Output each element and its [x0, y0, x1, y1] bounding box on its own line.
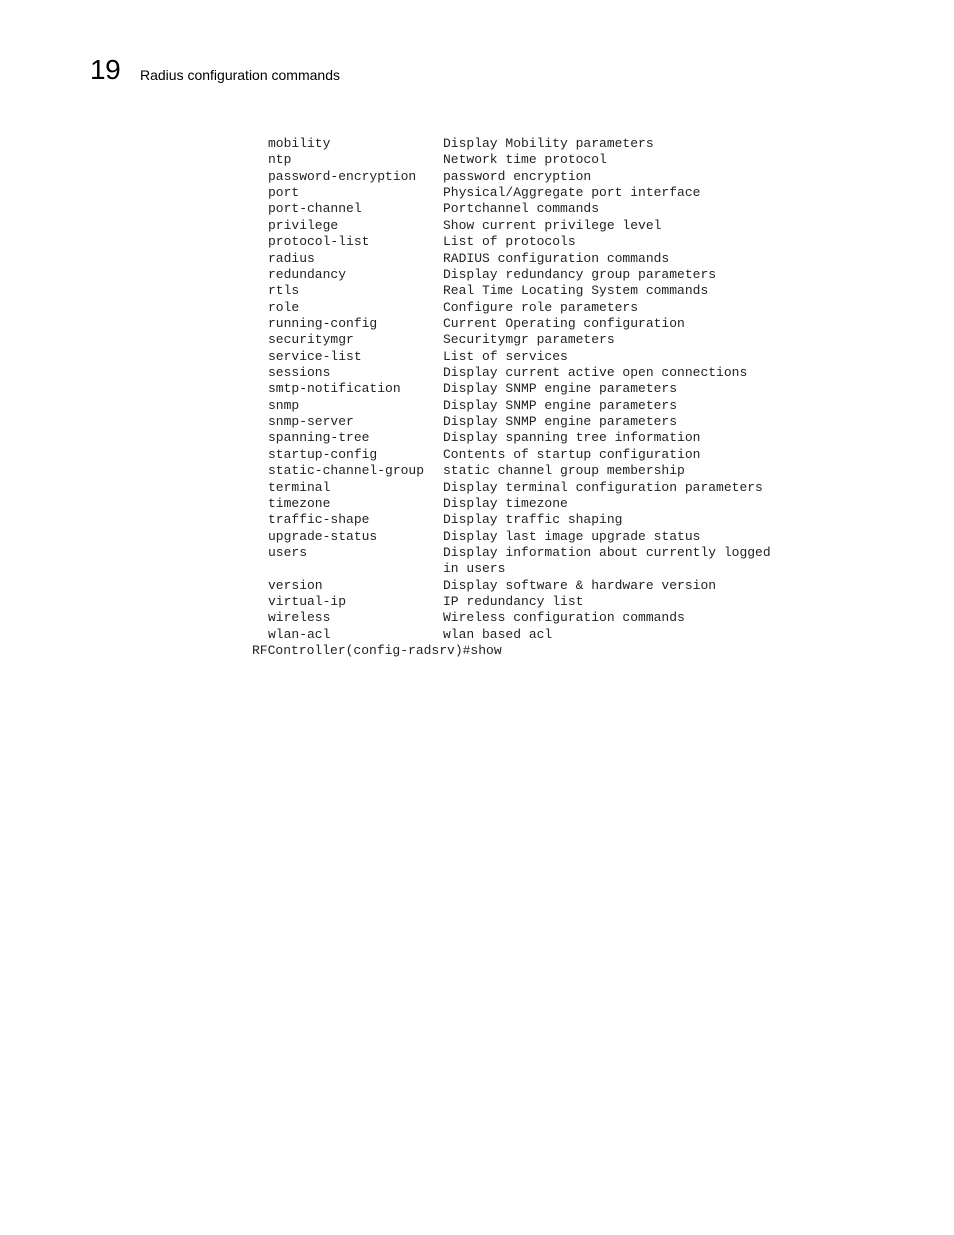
- command-name: virtual-ip: [268, 594, 347, 610]
- command-description: Configure role parameters: [443, 299, 639, 315]
- command-description: List of services: [443, 348, 568, 364]
- cli-output: [252, 136, 872, 660]
- command-description: Display SNMP engine parameters: [443, 381, 678, 397]
- command-name: radius: [268, 250, 315, 266]
- command-row: [252, 316, 872, 332]
- command-name: redundancy: [268, 266, 347, 282]
- command-list: [252, 136, 872, 643]
- command-description: Contents of startup configuration: [443, 446, 701, 462]
- command-description: Display software & hardware version: [443, 577, 717, 593]
- command-row: [252, 136, 872, 152]
- command-description: Physical/Aggregate port interface: [443, 185, 701, 201]
- command-name: port: [268, 185, 300, 201]
- command-description: Portchannel commands: [443, 201, 600, 217]
- command-row: [252, 594, 872, 610]
- chapter-title: Radius configuration commands: [140, 67, 340, 83]
- command-row: [252, 610, 872, 626]
- command-name: privilege: [268, 217, 339, 233]
- cli-prompt: RFController(config-radsrv)#show: [252, 643, 502, 659]
- command-description: IP redundancy list: [443, 594, 584, 610]
- command-description: wlan based acl: [443, 626, 553, 642]
- command-description: Display SNMP engine parameters: [443, 397, 678, 413]
- command-name: running-config: [268, 315, 378, 331]
- command-description: Display Mobility parameters: [443, 136, 654, 151]
- command-description: Display information about currently logged in users: [443, 544, 771, 577]
- command-name: role: [268, 299, 300, 315]
- command-name: users: [268, 544, 308, 560]
- command-name: mobility: [268, 136, 331, 151]
- command-row: [252, 496, 872, 512]
- command-name: port-channel: [268, 201, 362, 217]
- command-name: static-channel-group: [268, 463, 425, 479]
- command-row: [252, 332, 872, 348]
- command-row: [252, 349, 872, 365]
- command-row: [252, 185, 872, 201]
- command-name: terminal: [268, 479, 331, 495]
- command-name: version: [268, 577, 323, 593]
- command-row: [252, 430, 872, 446]
- command-name: wlan-acl: [268, 626, 331, 642]
- command-description: Current Operating configuration: [443, 315, 685, 331]
- command-name: sessions: [268, 365, 331, 381]
- command-row: [252, 152, 872, 168]
- command-name: rtls: [268, 283, 300, 299]
- command-description: Display terminal configuration parameters: [443, 479, 763, 495]
- chapter-number: 19: [90, 54, 121, 85]
- command-description: List of protocols: [443, 234, 576, 250]
- command-description: static channel group membership: [443, 463, 685, 479]
- command-row: [252, 447, 872, 463]
- command-row: [252, 463, 872, 479]
- command-name: smtp-notification: [268, 381, 401, 397]
- command-name: spanning-tree: [268, 430, 370, 446]
- command-name: traffic-shape: [268, 512, 370, 528]
- command-row: [252, 169, 872, 185]
- command-row: [252, 529, 872, 545]
- command-row: [252, 480, 872, 496]
- command-description: Display current active open connections: [443, 365, 748, 381]
- command-description: Wireless configuration commands: [443, 610, 685, 626]
- command-description: Display SNMP engine parameters: [443, 414, 678, 430]
- command-row: [252, 267, 872, 283]
- command-row: [252, 381, 872, 397]
- command-name: protocol-list: [268, 234, 370, 250]
- command-row: [252, 201, 872, 217]
- command-row: [252, 300, 872, 316]
- command-description: Show current privilege level: [443, 217, 662, 233]
- command-description: Network time protocol: [443, 152, 607, 168]
- command-row: [252, 512, 872, 528]
- command-row: [252, 234, 872, 250]
- command-row: [252, 578, 872, 594]
- command-name: securitymgr: [268, 332, 354, 348]
- command-description: Real Time Locating System commands: [443, 283, 709, 299]
- command-name: service-list: [268, 348, 362, 364]
- command-name: password-encryption: [268, 168, 417, 184]
- command-description: password encryption: [443, 168, 592, 184]
- command-name: upgrade-status: [268, 528, 378, 544]
- command-name: timezone: [268, 495, 331, 511]
- command-name: startup-config: [268, 446, 378, 462]
- command-row: [252, 218, 872, 234]
- command-name: wireless: [268, 610, 331, 626]
- command-row: [252, 627, 872, 643]
- command-name: snmp: [268, 397, 300, 413]
- command-description: Display last image upgrade status: [443, 528, 701, 544]
- command-name: ntp: [268, 152, 292, 168]
- command-row: [252, 365, 872, 381]
- command-description: Display traffic shaping: [443, 512, 623, 528]
- command-row: [252, 414, 872, 430]
- command-row: [252, 545, 872, 578]
- command-row: [252, 251, 872, 267]
- command-name: snmp-server: [268, 414, 354, 430]
- command-description: Display timezone: [443, 495, 568, 511]
- command-description: Display redundancy group parameters: [443, 266, 717, 282]
- command-row: [252, 398, 872, 414]
- command-row: [252, 283, 872, 299]
- command-description: RADIUS configuration commands: [443, 250, 670, 266]
- command-description: Securitymgr parameters: [443, 332, 615, 348]
- command-description: Display spanning tree information: [443, 430, 701, 446]
